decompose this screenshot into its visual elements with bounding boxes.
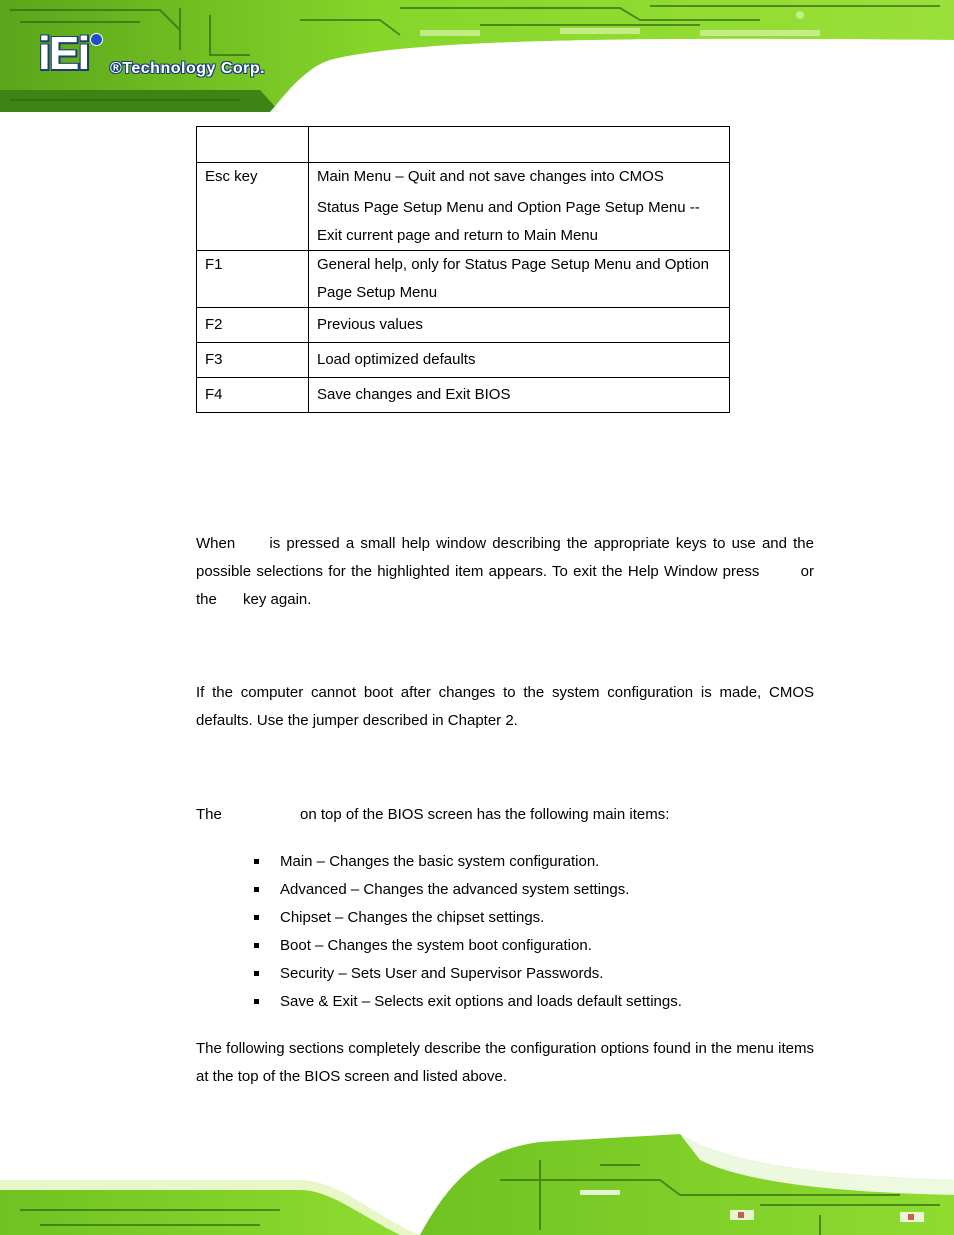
menu-intro-text-2: on top of the BIOS screen has the following main items:	[300, 806, 670, 823]
table-cell-function	[309, 163, 730, 251]
list-item	[252, 932, 682, 960]
header-banner	[0, 0, 954, 112]
list-item-text: Save & Exit – Selects exit options and loads default settings.	[280, 993, 682, 1010]
help-paragraph	[196, 530, 814, 614]
cmos-paragraph: If the computer cannot boot after changes to the system configuration is made, CMOS defaults. Use the jumper described in Chapter 2.	[196, 684, 814, 729]
menu-items-list	[252, 848, 682, 1016]
list-item-text: Security – Sets User and Supervisor Passwords.	[280, 965, 604, 982]
list-item	[252, 848, 682, 876]
table-cell-function: Load optimized defaults	[309, 343, 730, 378]
bullet-icon	[254, 915, 259, 920]
bullet-icon	[254, 859, 259, 864]
table-row	[197, 308, 730, 343]
help-text-3: or the	[196, 563, 814, 608]
list-item	[252, 876, 682, 904]
bullet-icon	[254, 943, 259, 948]
list-item-text: Chipset – Changes the chipset settings.	[280, 909, 545, 926]
table-cell-function: Previous values	[309, 308, 730, 343]
table-row	[197, 378, 730, 413]
table-cell-line: Exit current page and return to Main Menu	[317, 227, 598, 244]
list-item-text: Main – Changes the basic system configuration.	[280, 853, 600, 870]
table-cell-key: F3	[197, 343, 309, 378]
list-item	[252, 988, 682, 1016]
table-cell-line: Page Setup Menu	[317, 284, 438, 301]
table-cell-function: Save changes and Exit BIOS	[309, 378, 730, 413]
bullet-icon	[254, 999, 259, 1004]
table-row	[197, 251, 730, 308]
table-cell-key: F2	[197, 308, 309, 343]
table-cell-key: F4	[197, 378, 309, 413]
help-text-4: key again.	[243, 591, 312, 608]
help-text-2: is pressed a small help window describing the appropriate keys to use and the possible selections for the highlighted item appears. To exit the Help Window press	[196, 535, 814, 580]
bios-keys-table	[196, 126, 730, 413]
table-row	[197, 343, 730, 378]
menu-intro-paragraph	[196, 801, 814, 829]
list-item	[252, 960, 682, 988]
logo-mark: iEi	[38, 27, 89, 79]
footer-banner	[0, 1120, 954, 1235]
table-cell-line: Main Menu – Quit and not save changes into CMOS	[317, 168, 664, 185]
bullet-icon	[254, 971, 259, 976]
list-item	[252, 904, 682, 932]
list-item-text: Advanced – Changes the advanced system settings.	[280, 881, 630, 898]
circuit-board-footer-graphic	[0, 1120, 954, 1235]
table-cell-line: Status Page Setup Menu and Option Page Setup Menu --	[317, 199, 700, 216]
logo-text: ®Technology Corp.	[110, 60, 266, 77]
circuit-board-header-graphic	[0, 0, 954, 112]
bullet-icon	[254, 887, 259, 892]
list-item-text: Boot – Changes the system boot configuration.	[280, 937, 592, 954]
table-row	[197, 163, 730, 251]
help-text-1: When	[196, 535, 236, 552]
logo-dot-icon	[90, 33, 103, 46]
table-cell-line: General help, only for Status Page Setup Menu and Option	[317, 256, 709, 273]
table-header-key	[197, 127, 309, 163]
table-header-function	[309, 127, 730, 163]
table-header-row	[197, 127, 730, 163]
table-cell-key: F1	[197, 251, 309, 308]
table-cell-function	[309, 251, 730, 308]
table-cell-key: Esc key	[197, 163, 309, 251]
menu-intro-text-1: The	[196, 806, 222, 823]
closing-paragraph: The following sections completely describe the configuration options found in the menu items at the top of the BIOS screen and listed above.	[196, 1040, 814, 1085]
